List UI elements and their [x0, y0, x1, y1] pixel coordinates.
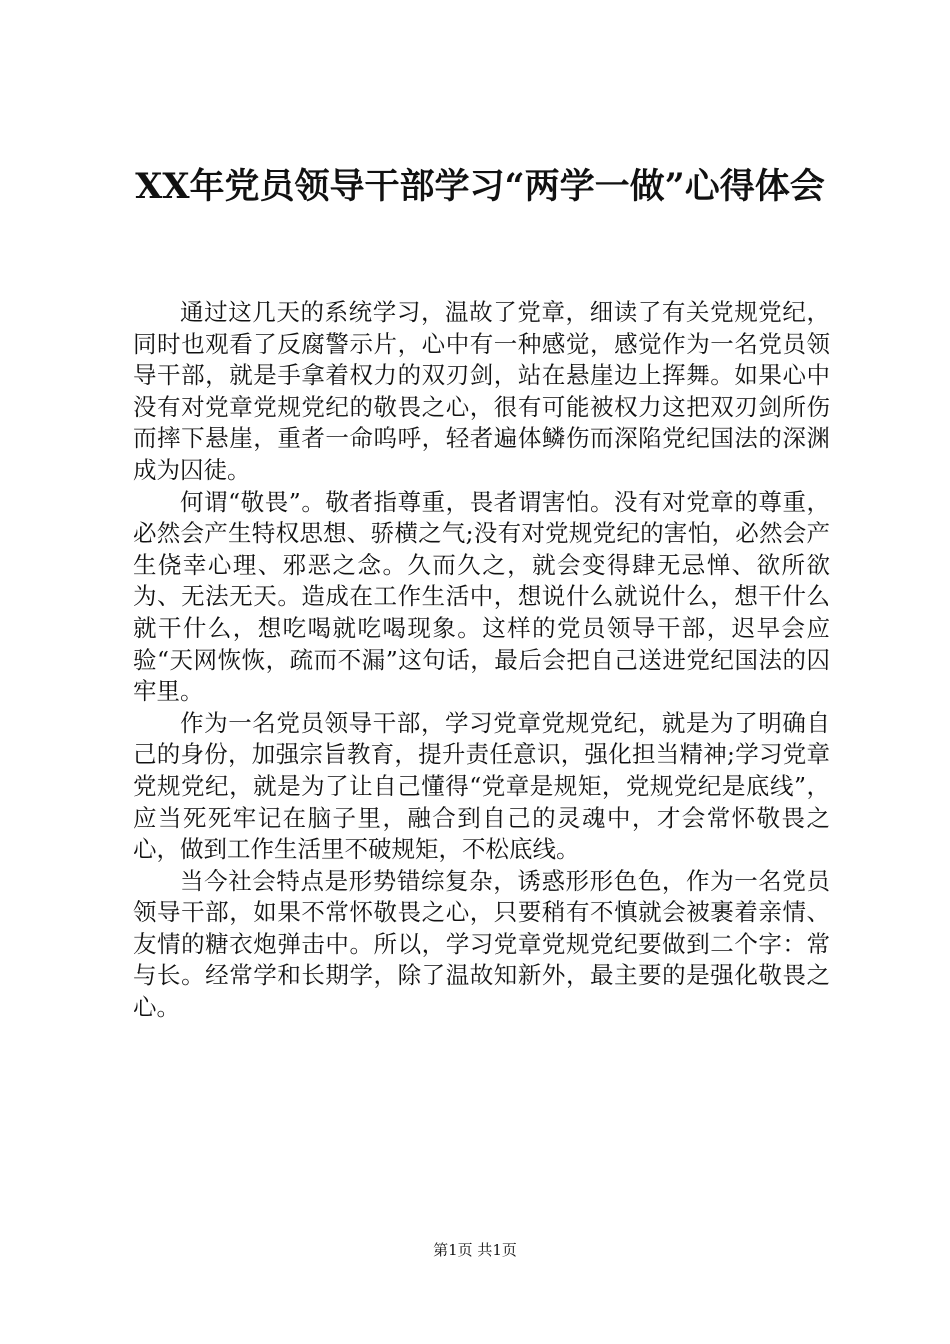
paragraph-4: 当今社会特点是形势错综复杂，诱惑形形色色，作为一名党员领导干部，如果不常怀敬畏之心，只要稍有不慎就会被裹着亲情、友情的糖衣炮弹击中。所以，学习党章党规党纪要做到二个字：常与长。经常学和长期学，除了温故知新外，最主要的是强化敬畏之心。	[133, 866, 830, 1022]
document-title: XX年党员领导干部学习“两学一做”心得体会	[135, 166, 825, 207]
document-body	[133, 297, 830, 1024]
paragraph-3: 作为一名党员领导干部，学习党章党规党纪，就是为了明确自己的身份，加强宗旨教育，提升责任意识，强化担当精神;学习党章党规党纪，就是为了让自己懂得“党章是规矩，党规党纪是底线”，应当死死牢记在脑子里，融合到自己的灵魂中，才会常怀敬畏之心，做到工作生活里不破规矩，不松底线。	[133, 708, 830, 864]
paragraph-2: 何谓“敬畏”。敬者指尊重，畏者谓害怕。没有对党章的尊重，必然会产生特权思想、骄横之气;没有对党规党纪的害怕，必然会产生侥幸心理、邪恶之念。久而久之，就会变得肆无忌惮、欲所欲为、无法无天。造成在工作生活中，想说什么就说什么，想干什么就干什么，想吃喝就吃喝现象。这样的党员领导干部，迟早会应验“天网恢恢，疏而不漏”这句话，最后会把自己送进党纪国法的囚牢里。	[133, 487, 830, 706]
paragraph-1: 通过这几天的系统学习，温故了党章，细读了有关党规党纪，同时也观看了反腐警示片，心中有一种感觉，感觉作为一名党员领导干部，就是手拿着权力的双刃剑，站在悬崖边上挥舞。如果心中没有对党章党规党纪的敬畏之心，很有可能被权力这把双刃剑所伤而摔下悬崖，重者一命呜呼，轻者遍体鳞伤而深陷党纪国法的深渊成为囚徒。	[133, 298, 830, 484]
page-footer: 第1页 共1页	[433, 1241, 517, 1259]
